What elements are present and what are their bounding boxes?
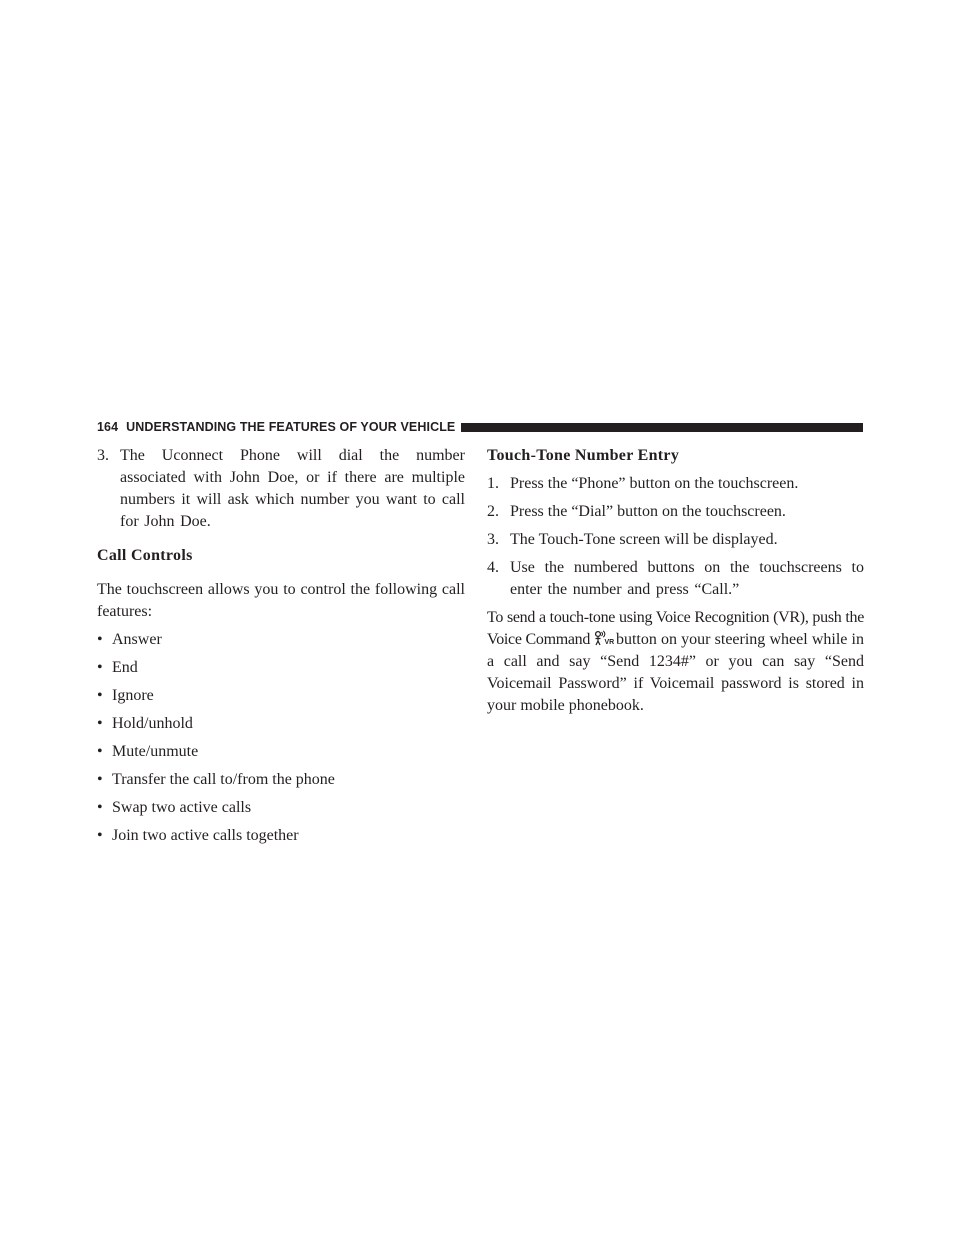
step-4 (487, 557, 864, 601)
step-text: Press the “Dial” button on the touchscreen. (510, 503, 786, 520)
header-rule (461, 423, 863, 432)
list-item: • Swap two active calls (97, 797, 465, 819)
step-number: 3. (487, 531, 499, 548)
step-2 (487, 501, 864, 523)
call-features-list (97, 629, 465, 847)
bullet-icon: • (97, 659, 103, 676)
bullet-icon: • (97, 827, 103, 844)
step-1 (487, 473, 864, 495)
list-item: • Ignore (97, 685, 465, 707)
call-controls-intro: The touchscreen allows you to control the following call features: (97, 581, 465, 620)
bullet-icon: • (97, 687, 103, 704)
list-item: • Mute/unmute (97, 741, 465, 763)
vr-text-after: button on your steering wheel while in a call and say “Send 1234#” or you can say “Send Voicemail Password” if Voicemail password is stored in your mobile phonebook. (487, 631, 864, 714)
right-column (487, 445, 864, 717)
page-header (97, 418, 863, 436)
section-title: UNDERSTANDING THE FEATURES OF YOUR VEHICLE (126, 420, 456, 434)
voice-command-icon (594, 630, 616, 646)
step-number: 1. (487, 475, 499, 492)
list-item: • Transfer the call to/from the phone (97, 769, 465, 791)
vr-instructions (487, 607, 864, 717)
list-item: • Answer (97, 629, 465, 651)
left-column (97, 445, 465, 847)
vr-text-before: To send a touch-tone using Voice Recognition (VR), push the Voice Command (487, 609, 864, 648)
bullet-icon: • (97, 715, 103, 732)
bullet-icon: • (97, 631, 103, 648)
step-number: 3. (97, 447, 109, 464)
bullet-icon: • (97, 799, 103, 816)
list-item: • Hold/unhold (97, 713, 465, 735)
step-text: Press the “Phone” button on the touchscreen. (510, 475, 799, 492)
bullet-icon: • (97, 771, 103, 788)
list-item: • End (97, 657, 465, 679)
section-heading-call-controls: Call Controls (97, 547, 193, 564)
step-3 (487, 529, 864, 551)
list-item: • Join two active calls together (97, 825, 465, 847)
header-text (97, 420, 461, 434)
step-text: The Touch-Tone screen will be displayed. (510, 531, 778, 548)
step-number: 4. (487, 559, 499, 576)
step-3 (97, 445, 465, 533)
step-text: The Uconnect Phone will dial the number associated with John Doe, or if there are multiple numbers it will ask which number you want to call for John Doe. (120, 447, 465, 530)
step-text: Use the numbered buttons on the touchscreens to enter the number and press “Call.” (510, 559, 864, 598)
bullet-icon: • (97, 743, 103, 760)
page-number: 164 (97, 420, 119, 434)
step-number: 2. (487, 503, 499, 520)
section-heading-touch-tone: Touch-Tone Number Entry (487, 447, 680, 464)
svg-text:VR: VR (604, 639, 615, 646)
